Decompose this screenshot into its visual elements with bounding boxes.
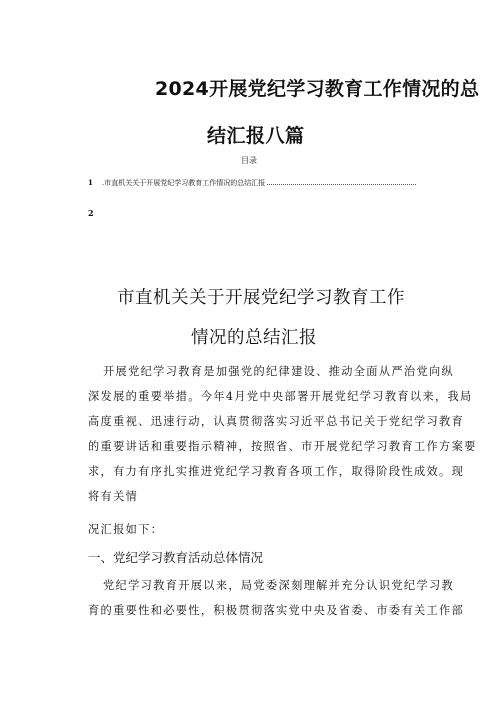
article-title-line-2: 情况的总结汇报: [191, 328, 317, 348]
toc-leader-dots: [267, 183, 416, 185]
paragraph-line: 开展党纪学习教育是加强党的纪律建设、推动全面从严治党向纵: [103, 365, 455, 378]
toc-entry-1[interactable]: [88, 178, 418, 188]
article-title-line-1: 市直机关关于开展党纪学习教育工作: [117, 288, 405, 308]
paragraph-line: 高度重视、迅速行动，认真贯彻落实习近平总书记关于党纪学习教育: [88, 415, 465, 428]
toc-entry-number: 1: [88, 178, 93, 187]
paragraph-line: 深发展的重要举措。今年4月党中央部署开展党纪学习教育以来，我局: [88, 390, 473, 403]
paragraph-line: 的重要讲话和重要指示精神，按照省、市开展党纪学习教育工作方案要: [88, 440, 477, 453]
document-title-line-1: 2024开展党纪学习教育工作情况的总: [155, 78, 480, 100]
toc-heading: 目录: [241, 156, 257, 165]
paragraph-line: 党纪学习教育开展以来，局党委深刻理解并充分认识党纪学习教: [103, 579, 455, 592]
paragraph-line: 育的重要性和必要性，积极贯彻落实党中央及省委、市委有关工作部: [88, 604, 465, 617]
paragraph-continuation: 况汇报如下：: [88, 523, 164, 536]
paragraph-line: 求，有力有序扎实推进党纪学习教育各项工作，取得阶段性成效。现: [88, 465, 465, 478]
toc-entry-2-number: 2: [88, 208, 94, 218]
paragraph-line: 将有关情: [88, 490, 139, 503]
document-title-line-2: 结汇报八篇: [207, 125, 305, 147]
toc-entry-text: .市直机关关于开展党纪学习教育工作情况的总结汇报: [102, 179, 266, 187]
section-heading-1: 一、党纪学习教育活动总体情况: [88, 550, 264, 565]
